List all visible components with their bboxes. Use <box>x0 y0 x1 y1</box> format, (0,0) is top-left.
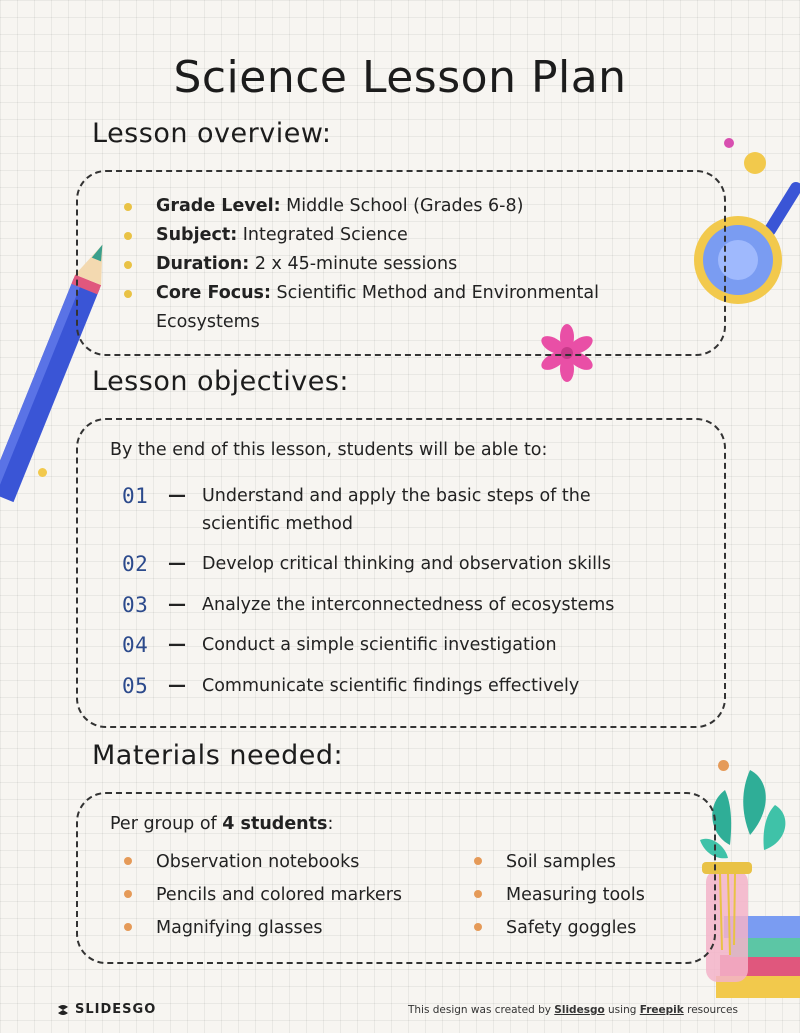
objective-text: Understand and apply the basic steps of the scientific method <box>202 486 591 534</box>
materials-intro: Per group of 4 students: <box>110 814 334 834</box>
objective-text: Conduct a simple scientific investigation <box>202 635 557 655</box>
objective-row <box>122 550 672 578</box>
objective-text: Communicate scientific findings effectively <box>202 676 580 696</box>
objective-dash: — <box>168 553 186 574</box>
objective-row <box>122 591 672 619</box>
slidesgo-logo-icon <box>56 1003 70 1017</box>
list-item: Core Focus: Scientific Method and Environmental Ecosystems <box>120 279 680 337</box>
objectives-heading: Lesson objectives: <box>92 366 349 397</box>
objective-dash: — <box>168 594 186 615</box>
slidesgo-link[interactable]: Slidesgo <box>554 1004 605 1016</box>
objective-number: 01 <box>122 484 149 508</box>
objectives-box <box>76 418 726 728</box>
slidesgo-logo[interactable] <box>56 1002 156 1017</box>
footer-credit: This design was created by Slidesgo using Freepik resources <box>407 1004 738 1016</box>
pink-dot <box>724 138 734 148</box>
materials-list-right <box>470 846 690 945</box>
list-item: Safety goggles <box>470 912 690 945</box>
objective-row <box>122 631 672 659</box>
objective-number: 04 <box>122 633 149 657</box>
overview-heading: Lesson overview: <box>92 118 332 149</box>
objective-text: Analyze the interconnectedness of ecosystems <box>202 595 615 615</box>
objective-dash: — <box>168 634 186 655</box>
overview-list <box>120 192 680 337</box>
list-item: Duration: 2 x 45-minute sessions <box>120 250 680 279</box>
objective-dash: — <box>168 675 186 696</box>
materials-box <box>76 792 716 964</box>
overview-box <box>76 170 726 356</box>
yellow-dot <box>744 152 766 174</box>
list-item: Measuring tools <box>470 879 690 912</box>
objective-number: 05 <box>122 674 149 698</box>
objective-text: Develop critical thinking and observation skills <box>202 554 611 574</box>
list-item: Subject: Integrated Science <box>120 221 680 250</box>
objective-row <box>122 482 672 538</box>
objective-number: 03 <box>122 593 149 617</box>
objective-dash: — <box>168 485 186 506</box>
yellow-dot-small <box>38 468 47 477</box>
list-item: Grade Level: Middle School (Grades 6-8) <box>120 192 680 221</box>
materials-heading: Materials needed: <box>92 740 344 771</box>
list-item: Pencils and colored markers <box>120 879 450 912</box>
freepik-link[interactable]: Freepik <box>639 1004 684 1016</box>
list-item: Magnifying glasses <box>120 912 450 945</box>
objective-row <box>122 672 672 700</box>
list-item: Observation notebooks <box>120 846 450 879</box>
page-title: Science Lesson Plan <box>173 52 627 103</box>
objective-number: 02 <box>122 552 149 576</box>
list-item: Soil samples <box>470 846 690 879</box>
brand-name: SLIDESGO <box>75 1002 157 1017</box>
materials-list-left <box>120 846 450 945</box>
objectives-intro: By the end of this lesson, students will be able to: <box>110 440 548 460</box>
